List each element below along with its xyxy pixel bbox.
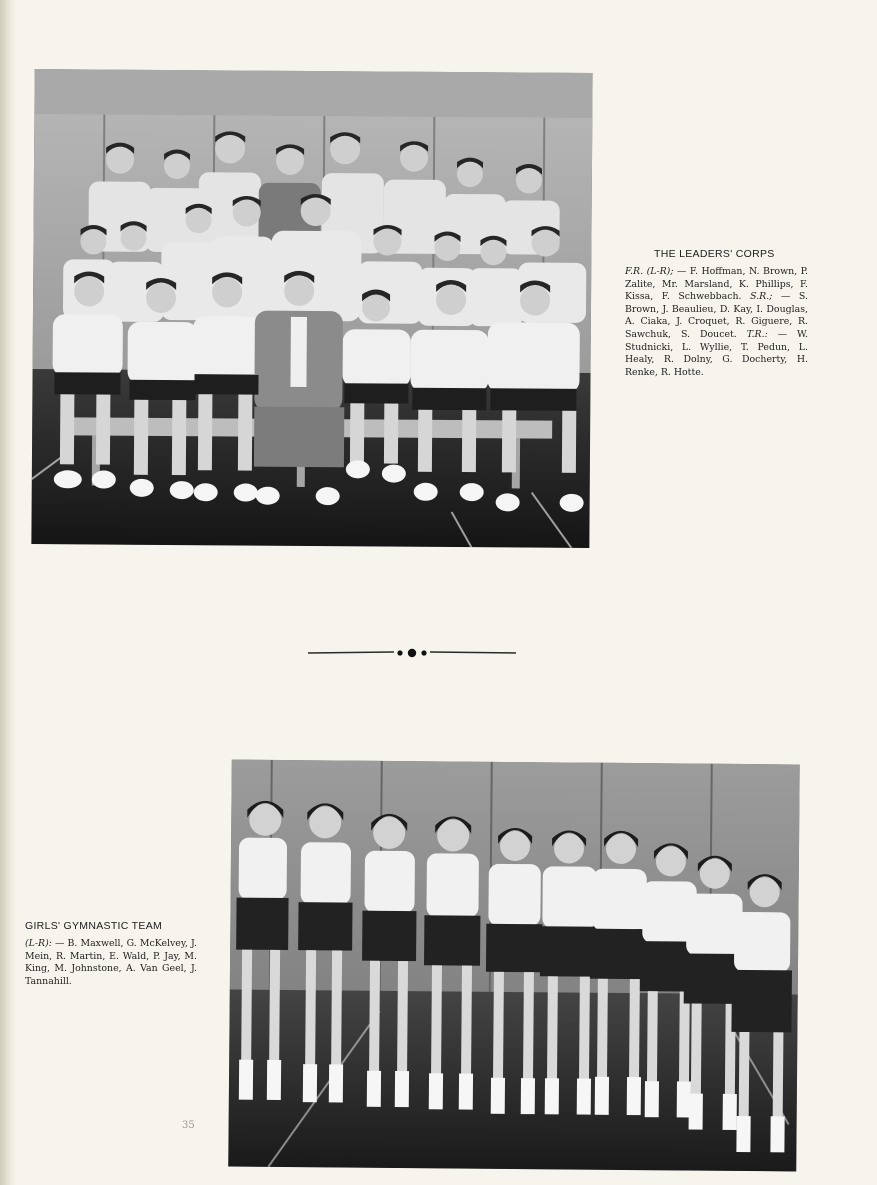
girls-photo-illustration	[228, 760, 800, 1172]
page-spine-shadow	[0, 0, 16, 1185]
second-row-label: S.R.;	[750, 291, 773, 303]
leaders-corps-names	[625, 266, 808, 379]
girls-gymnastic-team-photo	[228, 760, 800, 1172]
third-row-label: T.R.:	[746, 328, 768, 340]
girls-row-label: (L-R):	[25, 938, 52, 949]
front-row-names: — F. Hoffman, N. Brown, P. Zalite, Mr. Marsland, K. Phillips, F. Kissa, F. Schwebbach.	[625, 266, 809, 303]
girls-row-names: — B. Maxwell, G. McKelvey, J. Mein, R. Martin, E. Wald, P. Jay, M. King, M. Johnstone, A. Van Geel, J. Tannahill.	[25, 938, 197, 987]
third-row-names: — W. Studnicki, L. Wyllie, T. Pedun, L. Healy, R. Dolny, G. Docherty, H. Renke, R. Hotte.	[625, 328, 808, 378]
front-row-label: F.R. (L-R);	[625, 266, 674, 277]
second-row-names: — S. Brown, J. Beaulieu, D. Kay, I. Douglas, A. Ciaka, J. Croquet, R. Giguere, R. Sawchuk, S. Doucet.	[625, 291, 808, 340]
page-number: 35	[182, 1120, 195, 1131]
leaders-corps-photo	[31, 69, 592, 548]
leaders-photo-illustration	[31, 69, 592, 548]
leaders-corps-title: THE LEADERS' CORPS	[654, 248, 775, 260]
girls-gymnastic-team-names	[25, 938, 197, 988]
girls-gymnastic-team-title: GIRLS' GYMNASTIC TEAM	[25, 920, 163, 932]
ornamental-divider	[308, 646, 516, 660]
